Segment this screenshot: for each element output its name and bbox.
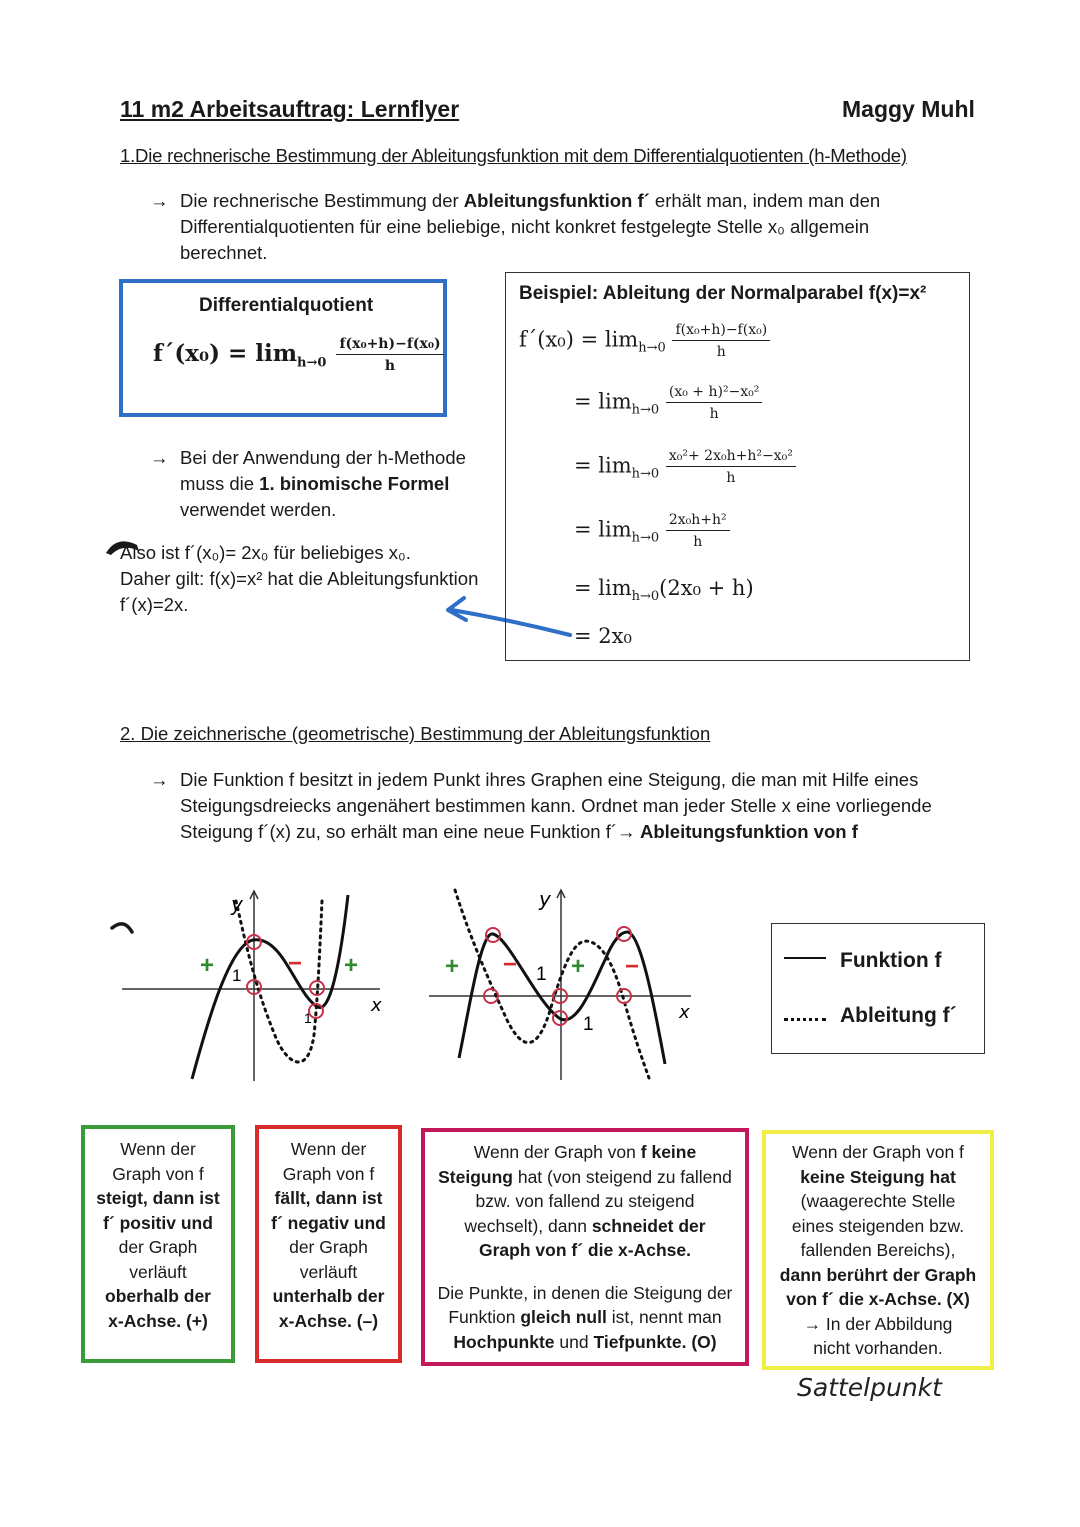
ex-lim: = lim xyxy=(574,453,632,478)
graph1-plus1: + xyxy=(200,952,215,979)
card-saddle xyxy=(762,1130,994,1370)
card-line: → In der Abbildung xyxy=(803,1313,953,1334)
card-line: Wenn der xyxy=(120,1139,196,1159)
graph1-plus2: + xyxy=(344,952,359,979)
card-line xyxy=(425,1214,745,1239)
card-line: Graph von f xyxy=(282,1163,375,1184)
example-title: Beispiel: Ableitung der Normalparabel f(x)=x² xyxy=(519,283,927,304)
page-title: 11 m2 Arbeitsauftrag: Lernflyer xyxy=(120,96,460,122)
intro-part: Die rechnerische Bestimmung der xyxy=(180,190,464,211)
s2-line3-bold: → Ableitungsfunktion von f xyxy=(617,821,858,842)
ex-sub: h→0 xyxy=(631,589,660,605)
card-line: x-Achse. (–) xyxy=(278,1310,379,1331)
ex-step5-expr: (2x₀ + h) xyxy=(659,576,754,600)
graph2-function-f xyxy=(459,932,665,1064)
card-line: verläuft xyxy=(299,1261,358,1282)
ex-fraction1 xyxy=(672,321,770,361)
graph2-x-label: x xyxy=(679,1002,690,1023)
graph1-x-label: x xyxy=(371,995,382,1016)
graph2-minus1: − xyxy=(503,951,518,978)
card-increasing xyxy=(81,1125,235,1363)
conclusion-line2: Daher gilt: f(x)=x² hat die Ableitungsfunktion xyxy=(120,568,479,589)
card-line: fällt, dann ist xyxy=(274,1188,383,1208)
note-bold: 1. binomische Formel xyxy=(259,473,450,494)
graph1-one-x: 1 xyxy=(304,1010,312,1026)
card-bold: Steigung xyxy=(438,1166,513,1187)
graph2-y-label: y xyxy=(539,887,551,911)
graph2 xyxy=(425,880,707,1085)
graph2-one-x: 1 xyxy=(583,1014,594,1035)
card-line: Die Punkte, in denen die Steigung der xyxy=(437,1282,733,1303)
example-step2 xyxy=(574,383,762,423)
card-line xyxy=(425,1165,745,1190)
ex-num2: (x₀ + h)²−x₀² xyxy=(666,383,763,403)
differential-quotient-box xyxy=(119,279,447,417)
dq-formula xyxy=(153,335,444,375)
graph2-plus1: + xyxy=(445,953,460,980)
note-line3: verwendet werden. xyxy=(180,499,337,520)
dq-title: Differentialquotient xyxy=(199,295,374,316)
section2-heading: 2. Die zeichnerische (geometrische) Bestimmung der Ableitungsfunktion xyxy=(120,723,711,744)
card-line xyxy=(425,1140,745,1165)
ex-lim: = lim xyxy=(574,517,632,542)
ex-num4: 2x₀h+h² xyxy=(666,511,730,531)
h-method-note xyxy=(180,445,500,523)
card-bold: schneidet der xyxy=(591,1215,706,1236)
card-line: eines steigenden bzw. xyxy=(791,1215,965,1236)
card-bold: f keine xyxy=(640,1142,697,1162)
ex-lim: = lim xyxy=(574,576,632,600)
section1-heading: 1.Die rechnerische Bestimmung der Ableitungsfunktion mit dem Differentialquotienten (h-Methode) xyxy=(120,145,907,166)
legend-function-label: Funktion f xyxy=(840,949,942,972)
ex-den3: h xyxy=(726,470,736,486)
card-line: fallenden Bereichs), xyxy=(800,1240,956,1260)
arrow-icon: → xyxy=(150,769,169,790)
example-step4 xyxy=(574,511,730,551)
ex-fraction3 xyxy=(666,447,796,487)
dq-lhs: f´(x₀) = lim xyxy=(153,340,298,367)
s2-line1: Die Funktion f besitzt in jedem Punkt ihres Graphen eine Steigung, die man mit Hilfe eines xyxy=(180,769,919,790)
handwritten-saddle-note: Sattelpunkt xyxy=(797,1373,942,1402)
card-line: Graph von f´ die x-Achse. xyxy=(479,1240,691,1260)
card-line: dann berührt der Graph xyxy=(779,1264,977,1285)
card-line: oberhalb der xyxy=(105,1286,211,1306)
section2-text xyxy=(180,767,980,845)
conclusion-line3: f´(x)=2x. xyxy=(120,594,189,615)
card-line: keine Steigung hat xyxy=(800,1166,956,1187)
graph1-y-label: y xyxy=(231,892,243,916)
s2-line2: Steigungsdreiecks angenähert bestimmen kann. Ordnet man jeder Stelle x eine vorliegende xyxy=(180,795,932,816)
card-line: steigt, dann ist xyxy=(96,1188,220,1208)
card-line: der Graph xyxy=(289,1237,368,1257)
legend-dotted-line xyxy=(784,1018,826,1021)
dq-sub: h→0 xyxy=(297,355,327,371)
card-text: Funktion xyxy=(448,1307,521,1327)
ex-sub: h→0 xyxy=(638,340,666,356)
ex-sub: h→0 xyxy=(631,402,660,418)
card-bold: gleich null xyxy=(520,1307,607,1327)
card-line: der Graph xyxy=(118,1237,198,1257)
card-text: Wenn der Graph von xyxy=(473,1142,641,1162)
card-line: (waagerechte Stelle xyxy=(800,1191,956,1211)
intro-line3: berechnet. xyxy=(180,242,268,263)
graph1 xyxy=(118,885,400,1085)
ex-sub: h→0 xyxy=(631,530,660,546)
card-line xyxy=(425,1305,745,1330)
conclusion-line1: Also ist f´(x₀)= 2x₀ für beliebiges x₀. xyxy=(120,542,411,563)
note-line1: Bei der Anwendung der h-Methode xyxy=(180,447,466,468)
ex-fraction2 xyxy=(666,383,763,423)
card-bold: Hochpunkte xyxy=(453,1331,555,1352)
legend-solid-line xyxy=(784,957,826,959)
ex-num3: x₀²+ 2x₀h+h²−x₀² xyxy=(666,447,796,467)
card-text: ist, nennt man xyxy=(606,1307,722,1327)
intro-part: erhält man, indem man den xyxy=(649,190,881,211)
example-step5 xyxy=(574,576,754,604)
intro-line2: Differentialquotienten für eine beliebige, nicht konkret festgelegte Stelle x₀ allgemein xyxy=(180,216,870,237)
example-result: = 2x₀ xyxy=(574,624,632,648)
ex-num1: f(x₀+h)−f(x₀) xyxy=(672,321,770,341)
card-line: unterhalb der xyxy=(272,1286,385,1306)
intro-text xyxy=(180,188,940,266)
card-line: nicht vorhanden. xyxy=(813,1338,943,1358)
card-extrema xyxy=(421,1128,749,1366)
card-line: Wenn der Graph von f xyxy=(792,1142,964,1162)
ex-lhs: f´(x₀) = lim xyxy=(519,327,639,352)
graph2-plus2: + xyxy=(571,953,586,980)
ex-sub: h→0 xyxy=(631,466,660,482)
arrow-icon: → xyxy=(150,190,169,211)
card-line: f´ negativ und xyxy=(271,1212,386,1233)
s2-line3: Steigung f´(x) zu, so erhält man eine neue Funktion f´ xyxy=(180,821,618,842)
arrow-icon: → xyxy=(150,447,169,468)
ex-den2: h xyxy=(709,406,719,422)
graph2-derivative xyxy=(455,890,649,1078)
graph2-one-y: 1 xyxy=(536,964,547,985)
dq-fraction xyxy=(336,335,443,375)
dq-denominator: h xyxy=(384,358,396,374)
ex-den4: h xyxy=(693,534,703,550)
card-line: f´ positiv und xyxy=(103,1212,213,1233)
ex-lim: = lim xyxy=(574,389,632,414)
example-step1 xyxy=(519,321,770,361)
author-name: Maggy Muhl xyxy=(842,96,975,122)
card-decreasing xyxy=(255,1125,402,1363)
card-line: Graph von f xyxy=(112,1163,204,1184)
card-line xyxy=(425,1330,745,1355)
card-text: wechselt), dann xyxy=(464,1215,592,1236)
card-line: bzw. von fallend zu steigend xyxy=(475,1191,695,1211)
example-step3 xyxy=(574,447,796,487)
card-bold: Tiefpunkte. (O) xyxy=(593,1331,717,1352)
legend-derivative-label: Ableitung f´ xyxy=(840,1004,957,1027)
card-line: von f´ die x-Achse. (X) xyxy=(786,1289,970,1309)
card-line: x-Achse. (+) xyxy=(108,1310,208,1331)
ex-fraction4 xyxy=(666,511,730,551)
graph1-minus: − xyxy=(288,950,303,977)
card-text: hat (von steigend zu fallend xyxy=(512,1166,732,1187)
card-text: und xyxy=(554,1331,594,1352)
intro-bold: Ableitungsfunktion f´ xyxy=(463,190,650,211)
graph2-minus2: − xyxy=(625,953,640,980)
card-line: verläuft xyxy=(129,1261,187,1282)
note-part: muss die xyxy=(180,473,260,494)
card-line: Wenn der xyxy=(290,1139,367,1159)
ex-den1: h xyxy=(716,344,726,360)
dq-numerator: f(x₀+h)−f(x₀) xyxy=(336,335,443,355)
example-box xyxy=(505,272,970,661)
legend-box xyxy=(771,923,985,1054)
graph1-one-y: 1 xyxy=(232,966,242,985)
